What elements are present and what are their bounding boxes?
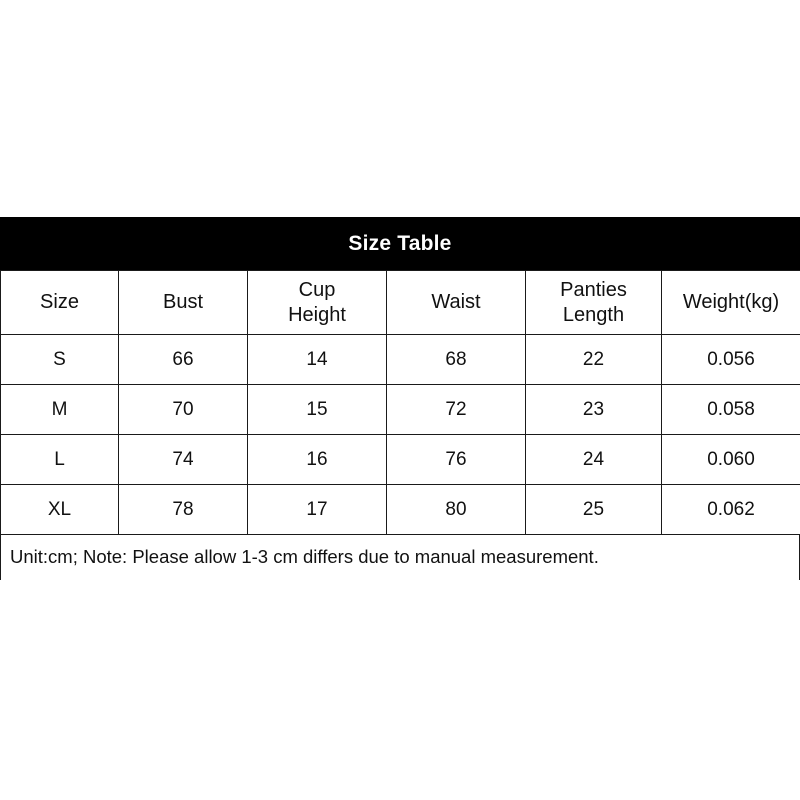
table-cell: S	[1, 335, 119, 385]
table-cell: 24	[526, 435, 662, 485]
table-cell: 15	[248, 385, 387, 435]
header-row	[1, 271, 800, 335]
size-grid	[0, 270, 800, 535]
table-cell: 16	[248, 435, 387, 485]
table-cell: 14	[248, 335, 387, 385]
table-cell: 70	[119, 385, 248, 435]
table-cell: 76	[387, 435, 526, 485]
table-note: Unit:cm; Note: Please allow 1-3 cm differs due to manual measurement.	[0, 534, 800, 580]
table-row	[1, 385, 800, 435]
table-cell: 23	[526, 385, 662, 435]
column-header-cup-height: Cup Height	[248, 271, 387, 335]
table-cell: 0.056	[662, 335, 800, 385]
table-cell: 68	[387, 335, 526, 385]
table-cell: 22	[526, 335, 662, 385]
table-row	[1, 335, 800, 385]
table-cell: 25	[526, 485, 662, 535]
table-cell: 72	[387, 385, 526, 435]
table-title: Size Table	[0, 217, 800, 270]
column-header-weight: Weight(kg)	[662, 271, 800, 335]
table-cell: 0.062	[662, 485, 800, 535]
table-cell: M	[1, 385, 119, 435]
table-cell: 80	[387, 485, 526, 535]
column-header-size: Size	[1, 271, 119, 335]
table-cell: XL	[1, 485, 119, 535]
table-cell: L	[1, 435, 119, 485]
column-header-bust: Bust	[119, 271, 248, 335]
table-cell: 74	[119, 435, 248, 485]
column-header-waist: Waist	[387, 271, 526, 335]
table-cell: 66	[119, 335, 248, 385]
table-cell: 0.060	[662, 435, 800, 485]
size-table	[0, 217, 800, 580]
table-cell: 0.058	[662, 385, 800, 435]
table-row	[1, 485, 800, 535]
table-row	[1, 435, 800, 485]
column-header-panties-length: Panties Length	[526, 271, 662, 335]
table-cell: 17	[248, 485, 387, 535]
table-cell: 78	[119, 485, 248, 535]
